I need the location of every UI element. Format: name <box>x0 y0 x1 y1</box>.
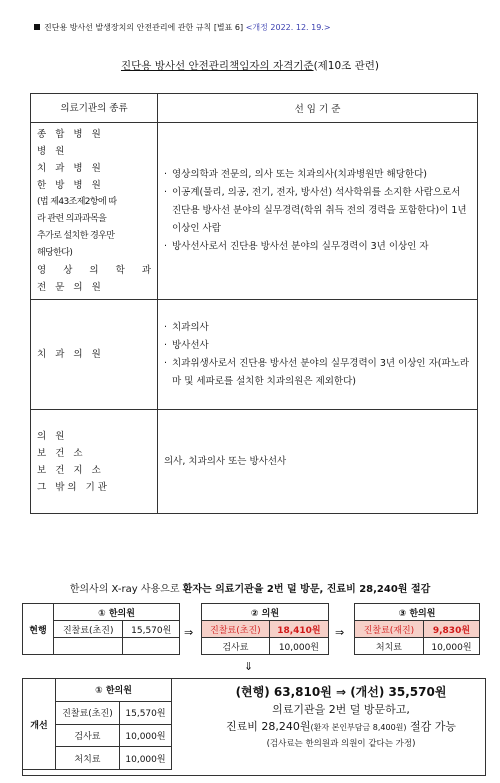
criteria-item: · 영상의학과 전문의, 의사 또는 치과의사(치과병원만 해당한다) <box>164 166 471 184</box>
current-label: 현행 <box>23 604 54 655</box>
return-header: ③ 한의원 <box>355 604 480 621</box>
amendment-note: <개정 2022. 12. 19.> <box>245 23 331 32</box>
square-bullet-icon <box>34 24 40 30</box>
arrow-down-icon: ⇓ <box>244 660 254 673</box>
criteria-cell: 의사, 치과의사 또는 방사선사 <box>158 410 478 514</box>
institution-type: 보 건 지 소 <box>37 464 104 476</box>
improved-table <box>22 678 172 770</box>
test-label: 검사료 <box>202 638 270 655</box>
test-fee: 10,000원 <box>269 638 328 655</box>
institution-type: 치 과 병 원 <box>37 163 104 174</box>
criteria-list <box>164 319 471 391</box>
hospital-fee-label: 진찰료(초진) <box>202 621 270 638</box>
summary-visits: 의료기관을 2번 덜 방문하고, <box>272 703 410 716</box>
improved-label: 개선 <box>23 679 56 770</box>
institution-note: 라 관련 의과과목을 <box>37 214 107 224</box>
criteria-item: · 이공계(물리, 의공, 전기, 전자, 방사선) 석사학위를 소지한 사람으로서 진단용 방사선 분야의 실무경력(학위 취득 전의 경력을 포함한다)이 1년 이상인 사람 <box>164 184 471 238</box>
summary-savings-small: (환자 본인부담금 8,400원) <box>310 723 407 732</box>
improved-test-fee: 10,000원 <box>119 724 171 747</box>
institution-note: (법 제43조제2항에 따 <box>37 197 117 207</box>
summary-savings-b: 절감 가능 <box>406 720 457 733</box>
institution-cell <box>31 300 158 410</box>
improved-test-label: 검사료 <box>56 724 120 747</box>
institution-type: 의 원 <box>37 430 68 442</box>
comparison-title-bold: 환자는 의료기관을 2번 덜 방문, 진료비 28,240원 절감 <box>182 584 431 595</box>
summary-note: (검사료는 한의원과 의원이 같다는 가정) <box>266 739 416 749</box>
arrow-right-icon: ⇒ <box>335 626 345 639</box>
institution-type: 그 밖의 기관 <box>37 481 110 493</box>
institution-type: 치 과 의 원 <box>37 349 104 360</box>
hospital-fee: 18,410원 <box>269 621 328 638</box>
improved-treat-fee: 10,000원 <box>119 747 171 770</box>
col-header-criteria: 선 임 기 준 <box>158 94 478 123</box>
treat-label: 처치료 <box>355 638 424 655</box>
qualification-table <box>30 93 478 514</box>
comparison-title <box>0 580 500 595</box>
summary-savings-a: 진료비 28,240원 <box>225 720 311 733</box>
title-main: 진단용 방사선 안전관리책임자의 자격기준 <box>120 60 314 72</box>
clinic-fee-label: 진찰료(초진) <box>54 621 123 638</box>
summary-totals: (현행) 63,810원 ⇒ (개선) 35,570원 <box>235 685 447 699</box>
institution-cell <box>31 410 158 514</box>
treat-fee: 10,000원 <box>423 638 479 655</box>
title-ref: (제10조 관련) <box>313 60 380 72</box>
current-hospital-table <box>201 603 329 655</box>
table-row <box>31 300 478 410</box>
header-text: 진단용 방사선 발생장치의 안전관리에 관한 규칙 [별표 6] <box>44 23 244 32</box>
institution-note: 해당한다) <box>37 248 73 258</box>
criteria-cell <box>158 123 478 300</box>
empty-cell <box>123 638 180 655</box>
return-fee-label: 진찰료(재진) <box>355 621 424 638</box>
table-row <box>31 410 478 514</box>
criteria-item: · 치과위생사로서 진단용 방사선 분야의 실무경력이 3년 이상인 자(파노라마 및 세파로를 설치한 치과의원은 제외한다) <box>164 355 471 391</box>
institution-type: 영 상 의 학 과 <box>37 265 151 276</box>
table-header-row <box>31 94 478 123</box>
current-clinic-table <box>22 603 180 655</box>
institution-note: 추가로 설치한 경우만 <box>37 231 115 241</box>
summary-savings <box>196 718 486 737</box>
col-header-institution: 의료기관의 종류 <box>31 94 158 123</box>
institution-type: 병 원 <box>37 146 68 157</box>
doc-header <box>34 22 331 33</box>
institution-type: 전 문 의 원 <box>37 282 104 293</box>
arrow-right-icon: ⇒ <box>184 626 194 639</box>
empty-cell <box>54 638 123 655</box>
criteria-item: · 방사선사 <box>164 337 471 355</box>
clinic-header: ① 한의원 <box>54 604 180 621</box>
criteria-item: · 방사선사로서 진단용 방사선 분야의 실무경력이 3년 이상인 자 <box>164 238 471 256</box>
improved-treat-label: 처치료 <box>56 747 120 770</box>
improved-fee-label: 진찰료(초진) <box>56 701 120 724</box>
improved-clinic-header: ① 한의원 <box>56 679 172 702</box>
return-fee: 9,830원 <box>423 621 479 638</box>
institution-cell <box>31 123 158 300</box>
institution-type: 종 합 병 원 <box>37 129 104 140</box>
comparison-title-pre: 한의사의 X-ray 사용으로 <box>69 584 180 595</box>
hospital-header: ② 의원 <box>202 604 329 621</box>
page-title <box>0 58 500 73</box>
institution-type: 한 방 병 원 <box>37 180 104 191</box>
table-row <box>31 123 478 300</box>
criteria-item: · 치과의사 <box>164 319 471 337</box>
institution-type: 보 건 소 <box>37 447 86 459</box>
criteria-list <box>164 166 471 256</box>
improved-fee: 15,570원 <box>119 701 171 724</box>
current-return-table <box>354 603 480 655</box>
criteria-cell <box>158 300 478 410</box>
clinic-fee: 15,570원 <box>123 621 180 638</box>
savings-summary <box>196 683 486 751</box>
